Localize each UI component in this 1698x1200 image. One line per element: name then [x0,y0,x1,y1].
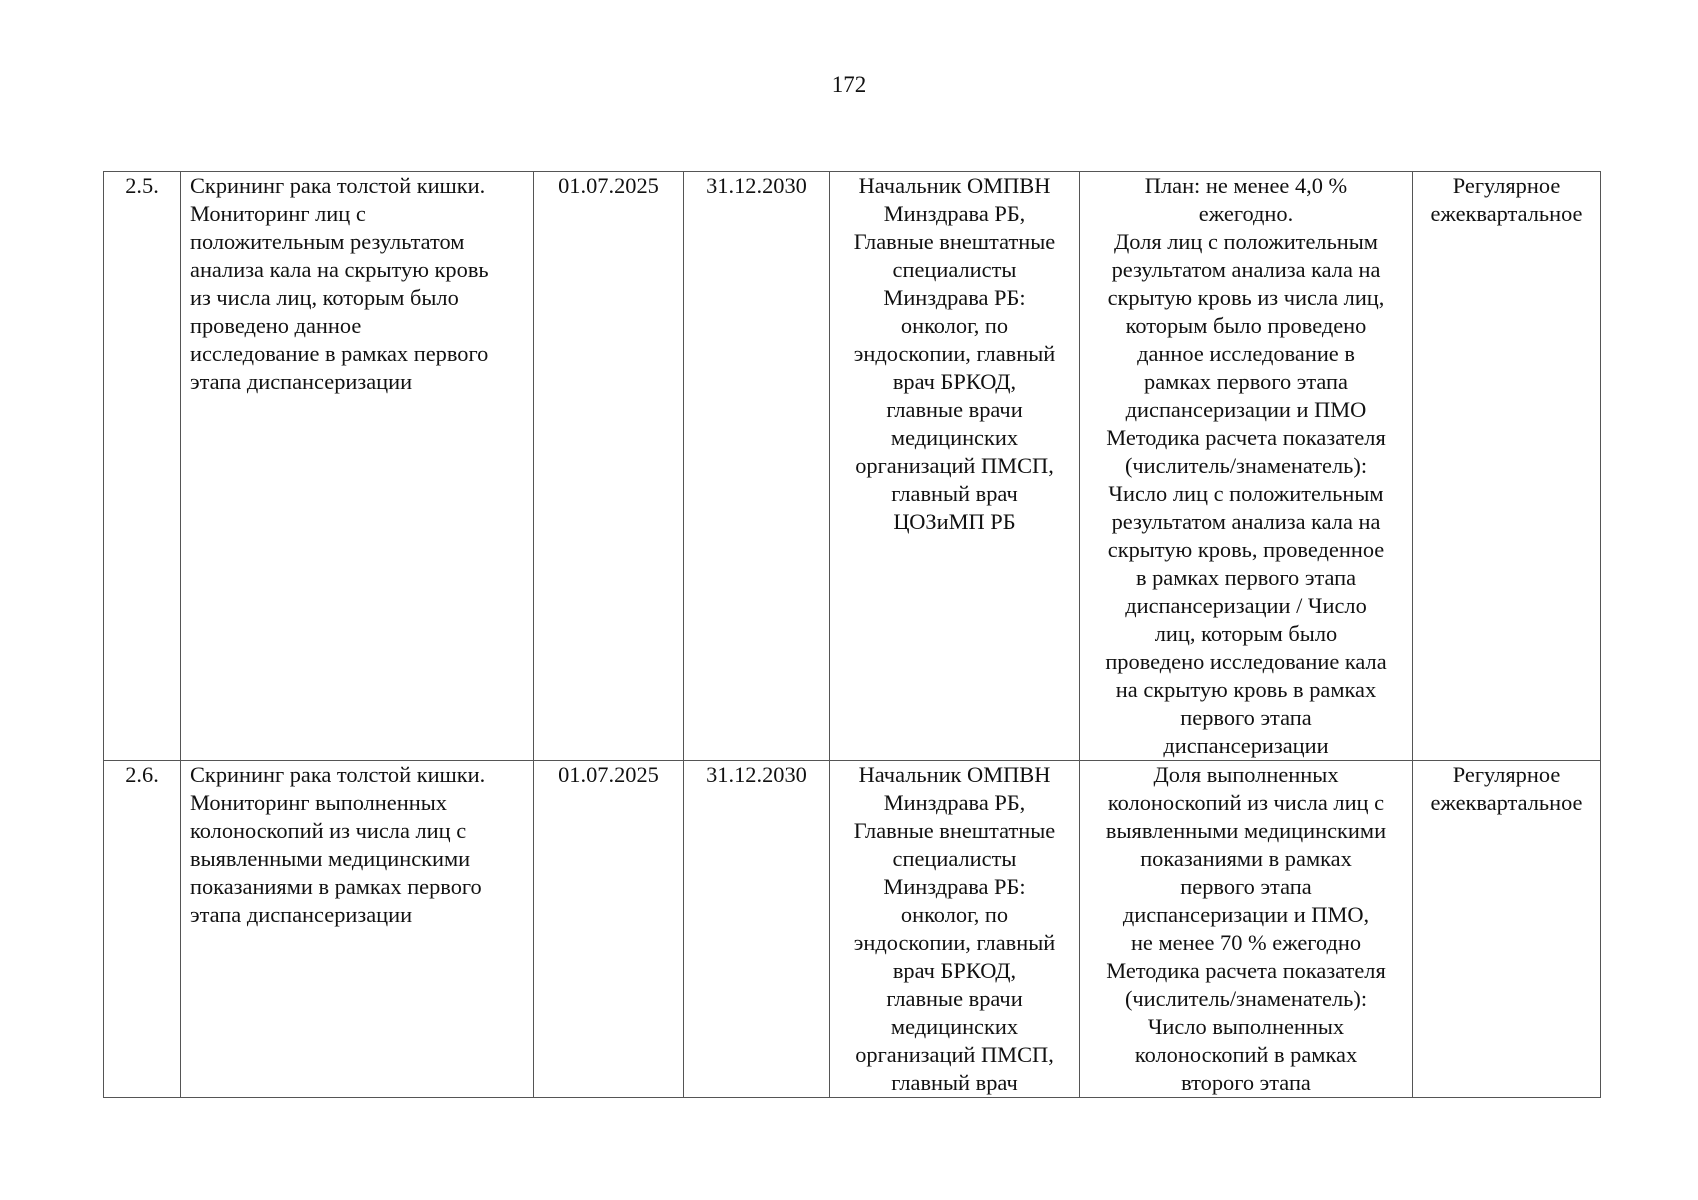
text-line: второго этапа [1181,1070,1311,1095]
text-line: не менее 70 % ежегодно [1130,930,1362,955]
text-line: специалисты [892,257,1017,282]
text-line: положительным результатом [190,229,465,254]
text-line: План: не менее 4,0 % [1144,173,1348,198]
text-line: медицинских [890,1014,1019,1039]
text-line: диспансеризации [1163,733,1329,758]
text-line: Скрининг рака толстой кишки. [190,762,486,787]
text-line: Минздрава РБ: [883,285,1026,310]
end-date: 31.12.2030 [684,761,830,1098]
indicator [1080,172,1413,761]
text-line: Минздрава РБ, [883,790,1026,815]
item-number: 2.6. [104,761,181,1098]
responsible [830,172,1080,761]
text-line: которым было проведено [1125,313,1367,338]
text-line: проведено данное [190,313,362,338]
text-line: эндоскопии, главный [853,930,1056,955]
text-line: главные врачи [886,986,1023,1011]
text-line: Главные внештатные [853,818,1056,843]
text-line: данное исследование в [1137,341,1355,366]
frequency [1413,761,1601,1098]
text-line: Методика расчета показателя [1106,425,1386,450]
text-line: колоноскопий из числа лиц с [1107,790,1385,815]
text-line: из числа лиц, которым было [190,285,459,310]
text-line: анализа кала на скрытую кровь [190,257,489,282]
text-line: организаций ПМСП, [855,453,1054,478]
text-line: Главные внештатные [853,229,1056,254]
text-line: Доля лиц с положительным [1114,229,1378,254]
text-line: Начальник ОМПВН [858,173,1051,198]
text-line: организаций ПМСП, [855,1042,1054,1067]
measure-name [181,172,534,761]
text-line: онколог, по [900,313,1009,338]
text-line: Доля выполненных [1153,762,1339,787]
text-line: колоноскопий из числа лиц с [190,818,467,843]
text-line: врач БРКОД, [892,369,1017,394]
text-line: диспансеризации и ПМО, [1122,902,1370,927]
measure-name [181,761,534,1098]
text-line: Число лиц с положительным [1108,481,1384,506]
text-line: показаниями в рамках [1140,846,1352,871]
text-line: выявленными медицинскими [190,846,471,871]
text-line: Скрининг рака толстой кишки. [190,173,486,198]
text-line: выявленными медицинскими [1105,818,1387,843]
table-row [104,172,1601,761]
text-line: колоноскопий в рамках [1134,1042,1358,1067]
text-line: главные врачи [886,397,1023,422]
start-date: 01.07.2025 [534,761,684,1098]
text-line: эндоскопии, главный [853,341,1056,366]
text-line: рамках первого этапа [1144,369,1348,394]
text-line: специалисты [892,846,1017,871]
text-line: диспансеризации / Число [1125,593,1367,618]
text-line: Минздрава РБ, [883,201,1026,226]
frequency [1413,172,1601,761]
text-line: онколог, по [900,902,1009,927]
text-line: диспансеризации и ПМО [1125,397,1367,422]
end-date: 31.12.2030 [684,172,830,761]
page-number: 172 [831,72,867,97]
text-line: исследование в рамках первого [190,341,489,366]
text-line: показаниями в рамках первого [190,874,482,899]
text-line: ежеквартальное [1430,790,1583,815]
text-line: Число выполненных [1147,1014,1345,1039]
text-line: Регулярное [1452,762,1561,787]
text-line: (числитель/знаменатель): [1124,986,1368,1011]
text-line: ежеквартальное [1430,201,1583,226]
text-line: Минздрава РБ: [883,874,1026,899]
plan-table [103,171,1601,1098]
text-line: скрытую кровь, проведенное [1107,537,1385,562]
text-line: скрытую кровь из числа лиц, [1107,285,1385,310]
text-line: Методика расчета показателя [1106,958,1386,983]
text-line: Начальник ОМПВН [858,762,1051,787]
text-line: врач БРКОД, [892,958,1017,983]
text-line: первого этапа [1180,874,1312,899]
start-date: 01.07.2025 [534,172,684,761]
text-line: ЦОЗиМП РБ [893,509,1016,534]
text-line: этапа диспансеризации [190,369,413,394]
text-line: медицинских [890,425,1019,450]
text-line: Мониторинг выполненных [190,790,447,815]
table-row [104,761,1601,1098]
text-line: проведено исследование кала [1105,649,1387,674]
text-line: в рамках первого этапа [1135,565,1357,590]
text-line: ежегодно. [1198,201,1294,226]
item-number: 2.5. [104,172,181,761]
text-line: результатом анализа кала на [1111,257,1381,282]
text-line: результатом анализа кала на [1111,509,1381,534]
text-line: первого этапа [1180,705,1312,730]
indicator [1080,761,1413,1098]
text-line: (числитель/знаменатель): [1124,453,1368,478]
text-line: на скрытую кровь в рамках [1115,677,1377,702]
text-line: главный врач [891,481,1018,506]
text-line: Регулярное [1452,173,1561,198]
responsible [830,761,1080,1098]
text-line: главный врач [891,1070,1018,1095]
text-line: Мониторинг лиц с [190,201,366,226]
text-line: этапа диспансеризации [190,902,413,927]
text-line: лиц, которым было [1154,621,1338,646]
